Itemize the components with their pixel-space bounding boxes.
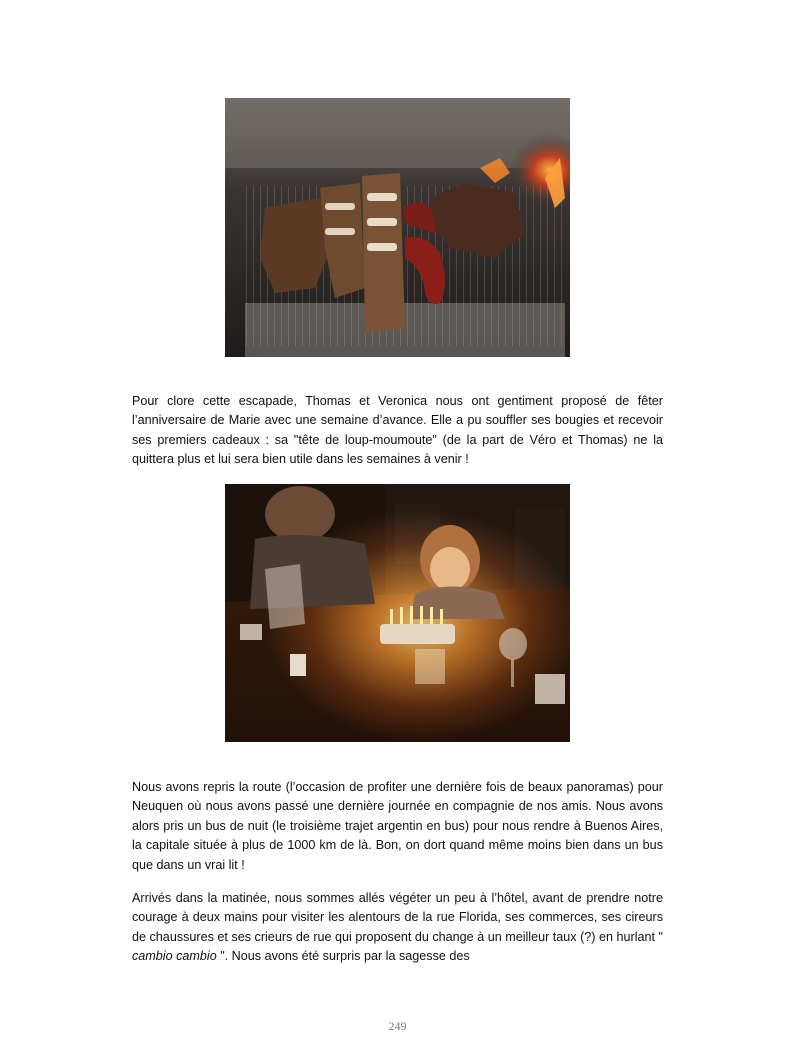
paragraph-text-start: Arrivés dans la matinée, nous sommes allés végéter un peu à l’hôtel, avant de prendre notre courage à deux mains pour visiter les alentours de la rue Florida, ses commerces, ses cireurs de chaussures et ses crieurs de rue qui proposent du change à un meilleur taux (?) en hurlant " bbox=[132, 891, 663, 944]
birthday-image bbox=[225, 484, 570, 742]
grill-image bbox=[225, 98, 570, 357]
grill-photo bbox=[225, 98, 570, 357]
paragraph-buenos-aires bbox=[132, 889, 663, 967]
page-number: 249 bbox=[388, 1019, 407, 1033]
birthday-photo bbox=[225, 484, 570, 742]
emphasized-phrase: cambio cambio bbox=[132, 949, 217, 964]
paragraph-birthday: Pour clore cette escapade, Thomas et Veronica nous ont gentiment proposé de fêter l’anniversaire de Marie avec une semaine d’avance. Elle a pu souffler ses bougies et recevoir ses premiers cadeaux : sa "tête de loup-moumoute" (de la part de Véro et Thomas) ne la quittera plus et lui sera bien utile dans les semaines à venir ! bbox=[132, 394, 663, 467]
paragraph-text-end: ". Nous avons été surpris par la sagesse des bbox=[216, 949, 470, 964]
paragraph-bus-trip: Nous avons repris la route (l’occasion de profiter une dernière fois de beaux panoramas) pour Neuquen où nous avons passé une dernière journée en compagnie de nos amis. Nous avons alors pris un bus de nuit (le troisième trajet argentin en bus) pour nous rendre à Buenos Aires, la capitale située à plus de 1000 km de là. Bon, on dort quand même moins bien dans un bus que dans un vrai lit ! bbox=[132, 780, 663, 872]
